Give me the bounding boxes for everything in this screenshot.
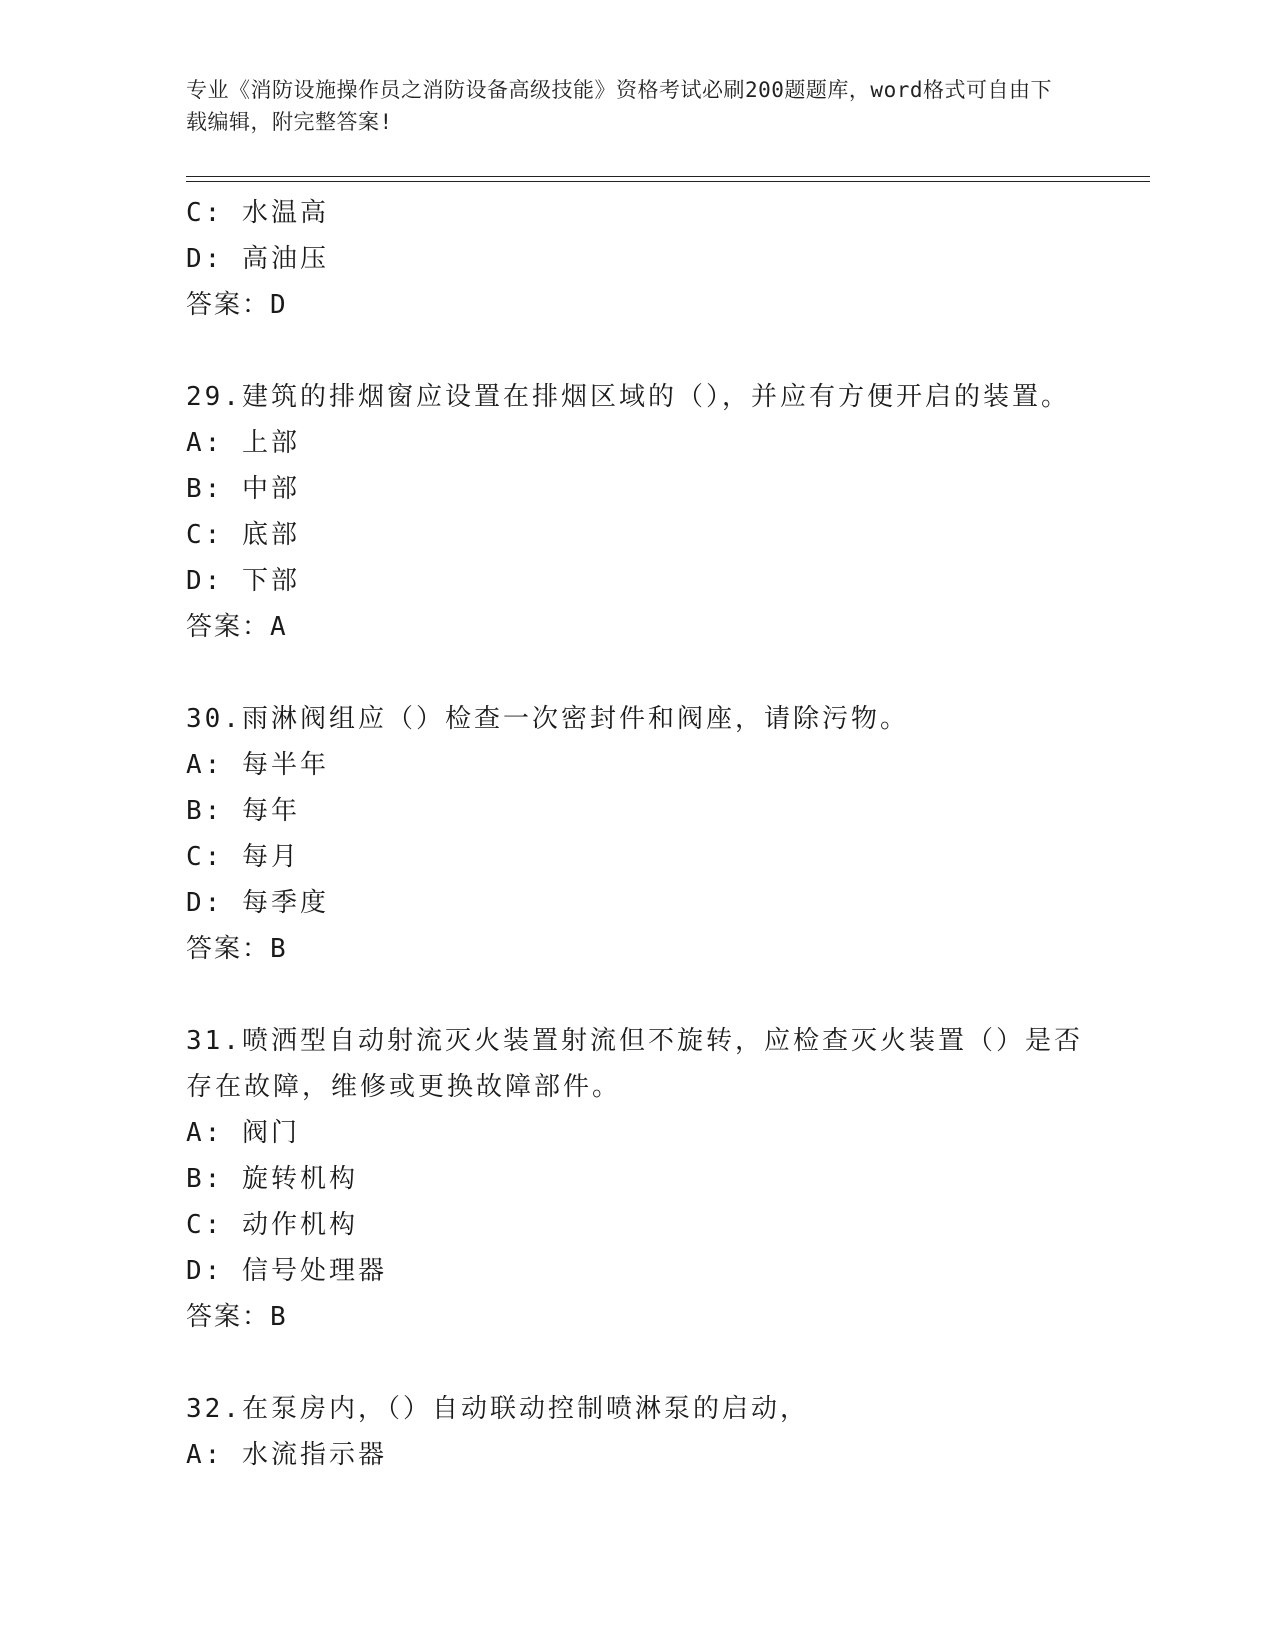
answer-line: 答案：B — [186, 934, 288, 964]
answer-line: 答案：D — [186, 290, 288, 320]
spacer — [186, 328, 1126, 374]
question-text: 30.雨淋阀组应（）检查一次密封件和阀座，请除污物。 — [186, 704, 909, 734]
page-header-title: 专业《消防设施操作员之消防设备高级技能》资格考试必刷200题题库，word格式可自由下载编辑，附完整答案! — [186, 78, 1052, 134]
question-32 — [186, 1386, 1126, 1478]
option-a: A: 阀门 — [186, 1118, 300, 1148]
question-31 — [186, 1018, 1126, 1340]
option-b: B: 中部 — [186, 474, 300, 504]
spacer — [186, 650, 1126, 696]
option-c: C: 动作机构 — [186, 1210, 358, 1240]
header-rule-bottom — [186, 181, 1150, 182]
question-30 — [186, 696, 1126, 972]
question-29 — [186, 374, 1126, 650]
option-c: C: 底部 — [186, 520, 300, 550]
option-b: B: 每年 — [186, 796, 300, 826]
spacer — [186, 1340, 1126, 1386]
option-d: D: 信号处理器 — [186, 1256, 387, 1286]
option-d: D: 每季度 — [186, 888, 329, 918]
option-d: D: 高油压 — [186, 244, 329, 274]
option-a: A: 水流指示器 — [186, 1440, 387, 1470]
question-text: 32.在泵房内，（）自动联动控制喷淋泵的启动， — [186, 1394, 809, 1424]
option-b: B: 旋转机构 — [186, 1164, 358, 1194]
option-d: D: 下部 — [186, 566, 300, 596]
spacer — [186, 972, 1126, 1018]
question-text: 31.喷洒型自动射流灭火装置射流但不旋转，应检查灭火装置（）是否存在故障，维修或更换故障部件。 — [186, 1026, 1083, 1102]
option-a: A: 每半年 — [186, 750, 329, 780]
answer-line: 答案：B — [186, 1302, 288, 1332]
option-c: C: 水温高 — [186, 198, 329, 228]
option-a: A: 上部 — [186, 428, 300, 458]
question-text: 29.建筑的排烟窗应设置在排烟区域的（），并应有方便开启的装置。 — [186, 382, 1070, 412]
question-continuation — [186, 190, 1126, 328]
header-rule-top — [186, 176, 1150, 177]
answer-line: 答案：A — [186, 612, 288, 642]
question-list — [186, 190, 1126, 1478]
option-c: C: 每月 — [186, 842, 300, 872]
